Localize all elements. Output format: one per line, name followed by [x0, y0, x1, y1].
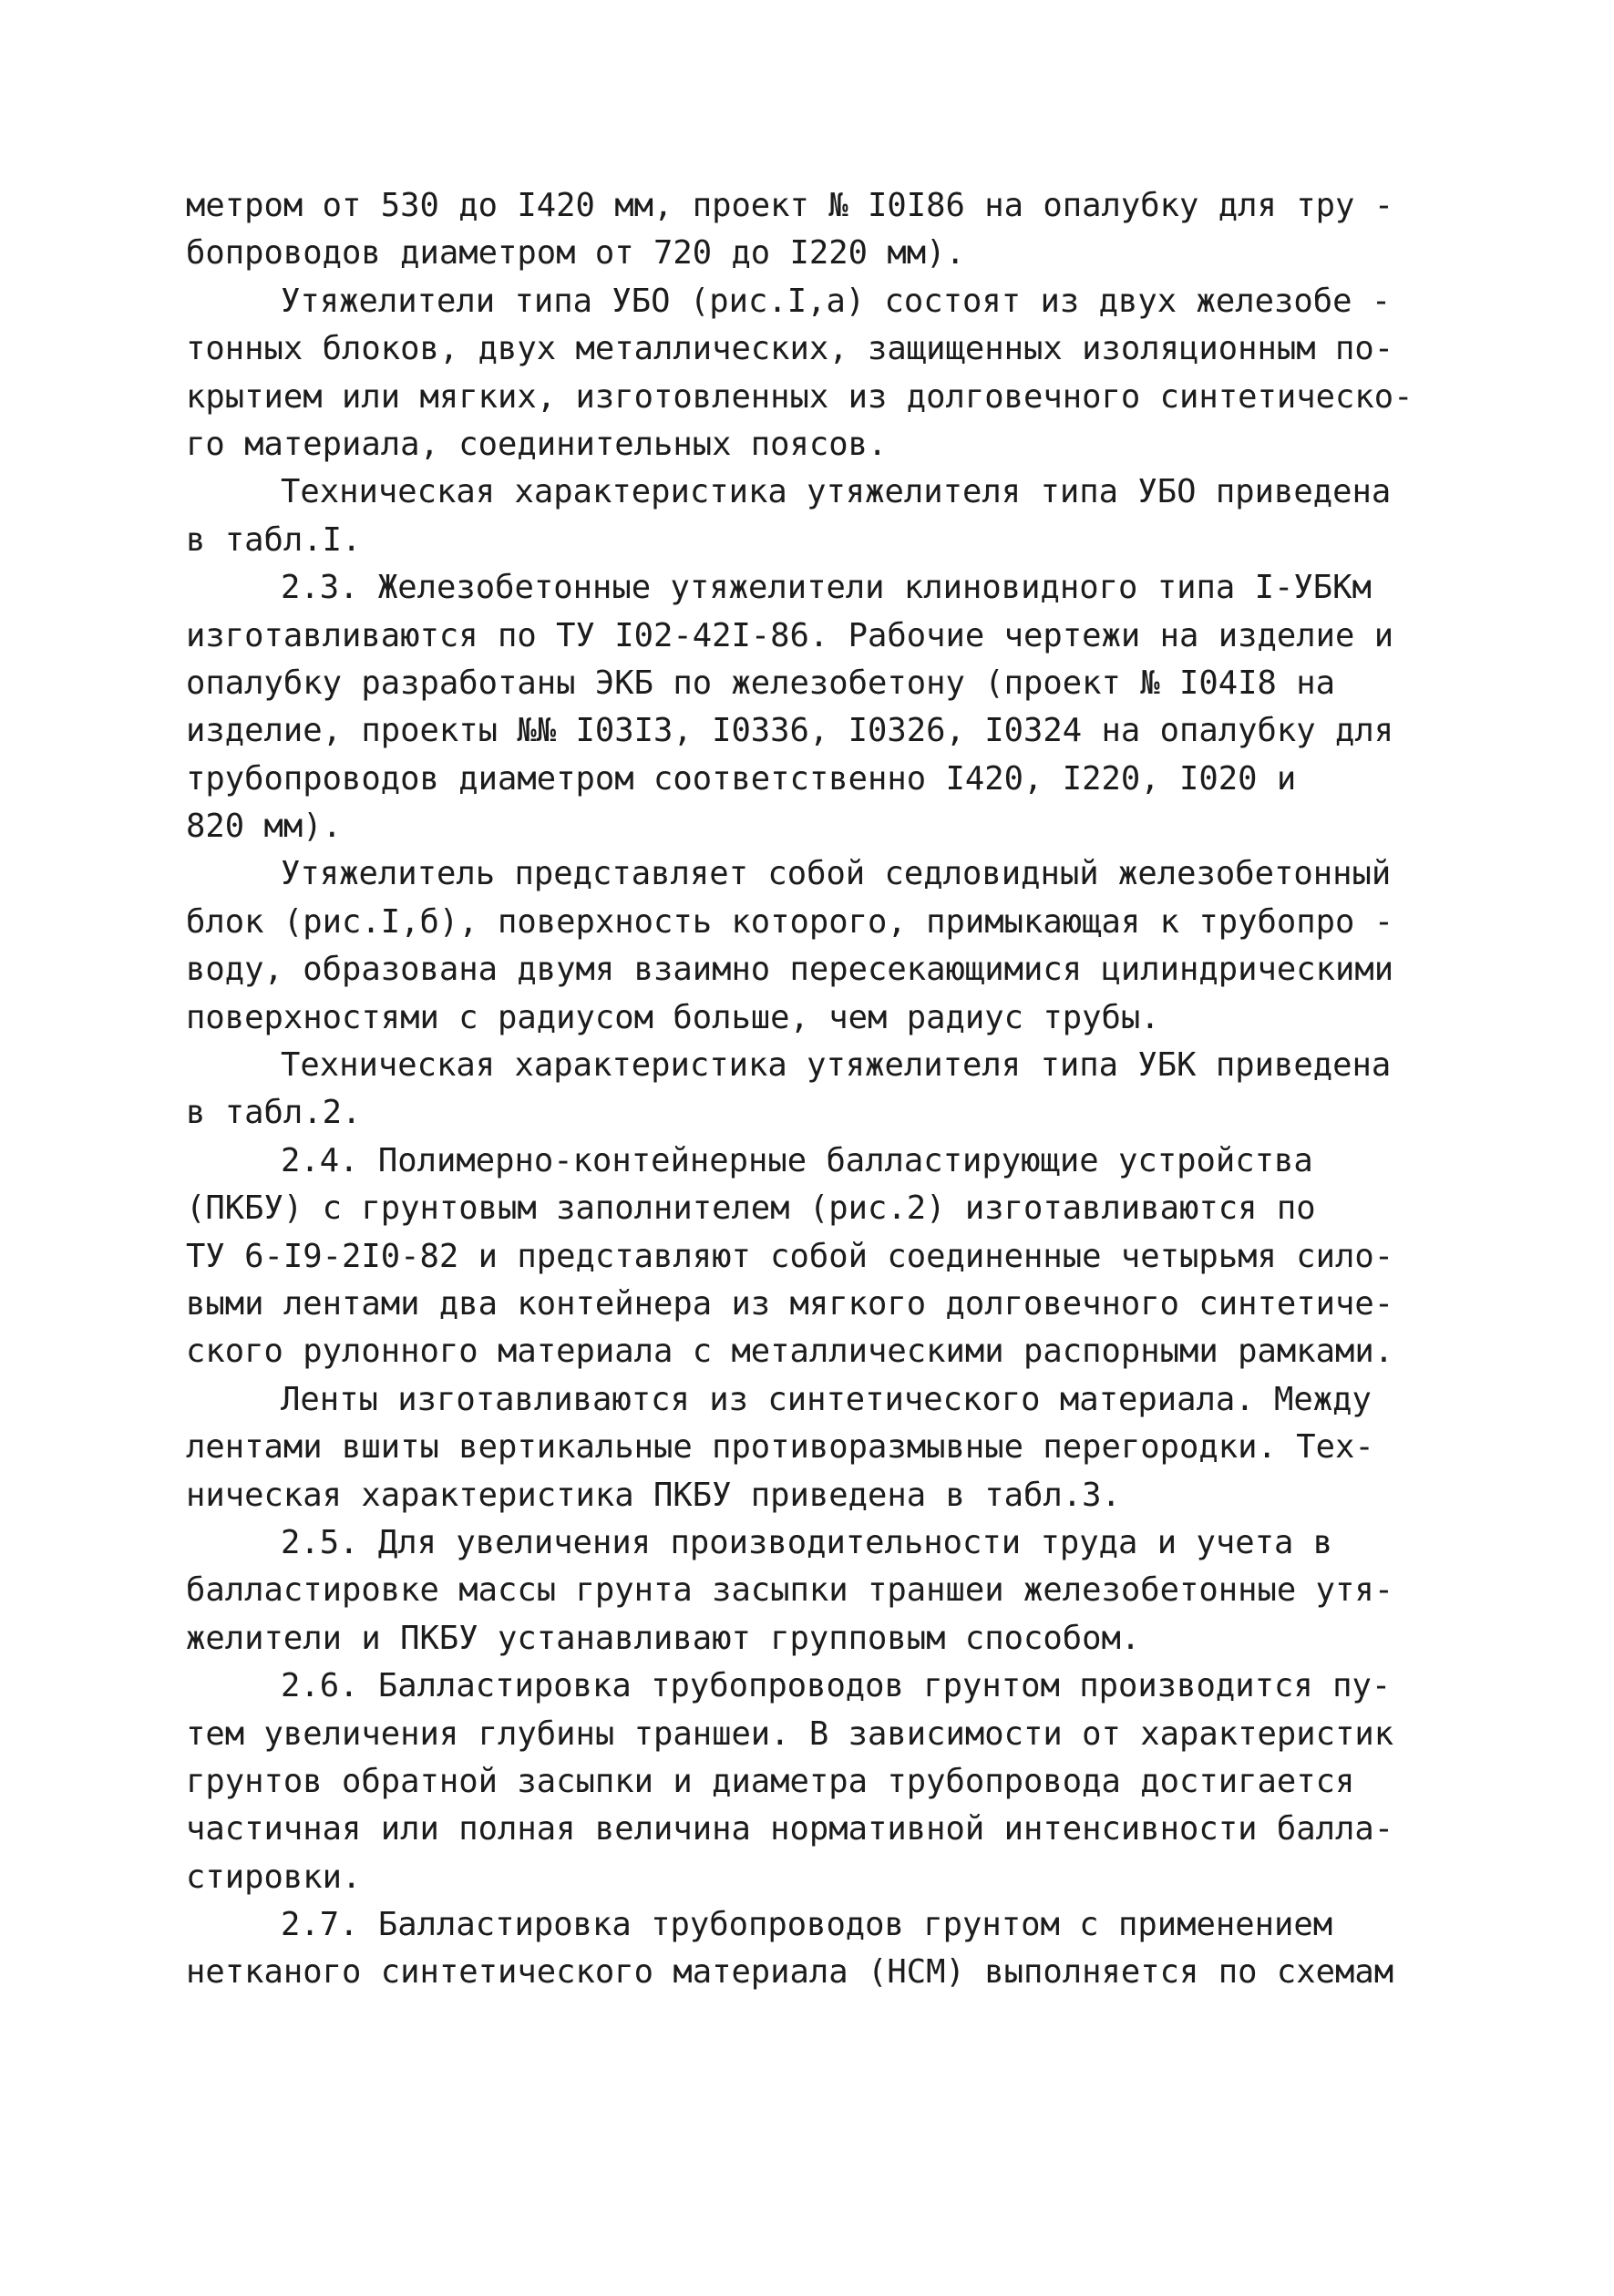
text-line: желители и ПКБУ устанавливают групповым способом. — [186, 1619, 1141, 1657]
paragraph-first-line: Утяжелитель представляет собой седловидный железобетонный — [281, 855, 1392, 893]
text-line: метром от 530 до I420 мм, проект № I0I86 на опалубку для тру - — [186, 187, 1394, 224]
paragraph-first-line: Техническая характеристика утяжелителя типа УБО приведена — [281, 473, 1392, 511]
paragraph-first-line: Утяжелители типа УБО (рис.I,а) состоят из двух железобе - — [281, 282, 1392, 320]
text-line: блок (рис.I,б), поверхность которого, примыкающая к трубопро - — [186, 902, 1394, 941]
text-line: частичная или полная величина нормативной интенсивности балла- — [186, 1810, 1394, 1848]
paragraph-first-line: 2.3. Железобетонные утяжелители клиновидного типа I-УБКм — [281, 569, 1372, 607]
text-line: тем увеличения глубины траншеи. В зависимости от характеристик — [186, 1714, 1394, 1753]
paragraph-first-line: 2.5. Для увеличения производительности труда и учета в — [281, 1523, 1333, 1561]
text-line: выми лентами два контейнера из мягкого долговечного синтетиче- — [186, 1284, 1394, 1323]
text-line: ского рулонного материала с металлическими распорными рамками. — [186, 1333, 1394, 1371]
paragraph-first-line: 2.7. Балластировка трубопроводов грунтом с применением — [281, 1906, 1333, 1944]
text-line: ТУ 6-I9-2I0-82 и представляют собой соединенные четырьмя сило- — [186, 1237, 1394, 1275]
text-line: лентами вшиты вертикальные противоразмывные перегородки. Тех- — [186, 1428, 1374, 1467]
text-line: изделие, проекты №№ I03I3, I0336, I0326, I0324 на опалубку для — [186, 712, 1394, 750]
paragraph-first-line: 2.6. Балластировка трубопроводов грунтом производится пу- — [281, 1667, 1392, 1705]
text-line: опалубку разработаны ЭКБ по железобетону (проект № I04I8 на — [186, 664, 1335, 702]
text-line: (ПКБУ) с грунтовым заполнителем (рис.2) изготавливаются по — [186, 1189, 1316, 1228]
text-line: ническая характеристика ПКБУ приведена в табл.3. — [186, 1476, 1121, 1514]
text-line: балластировке массы грунта засыпки траншеи железобетонные утя- — [186, 1571, 1394, 1610]
text-line: изготавливаются по ТУ I02-42I-86. Рабочие чертежи на изделие и — [186, 616, 1394, 654]
document-body-text — [186, 182, 1414, 1997]
text-line: тонных блоков, двух металлических, защищенных изоляционным по- — [186, 330, 1394, 368]
paragraph-first-line: 2.4. Полимерно-контейнерные балластирующие устройства — [281, 1141, 1313, 1179]
text-line: нетканого синтетического материала (НСМ) выполняется по схемам — [186, 1953, 1394, 1992]
text-line: поверхностями с радиусом больше, чем радиус трубы. — [186, 998, 1160, 1036]
text-line: бопроводов диаметром от 720 до I220 мм). — [186, 234, 965, 273]
text-line: в табл.I. — [186, 520, 362, 559]
paragraph-first-line: Техническая характеристика утяжелителя типа УБК приведена — [281, 1046, 1392, 1085]
text-line: го материала, соединительных поясов. — [186, 425, 888, 463]
text-line: стировки. — [186, 1858, 362, 1896]
text-line: 820 мм). — [186, 808, 342, 846]
text-line: трубопроводов диаметром соответственно I420, I220, I020 и — [186, 759, 1297, 798]
paragraph-first-line: Ленты изготавливаются из синтетического материала. Между — [281, 1380, 1372, 1418]
text-line: в табл.2. — [186, 1094, 362, 1132]
text-line: грунтов обратной засыпки и диаметра трубопровода достигается — [186, 1762, 1355, 1800]
text-line: крытием или мягких, изготовленных из долговечного синтетическо- — [186, 377, 1414, 416]
text-line: воду, образована двумя взаимно пересекающимися цилиндрическими — [186, 951, 1394, 989]
